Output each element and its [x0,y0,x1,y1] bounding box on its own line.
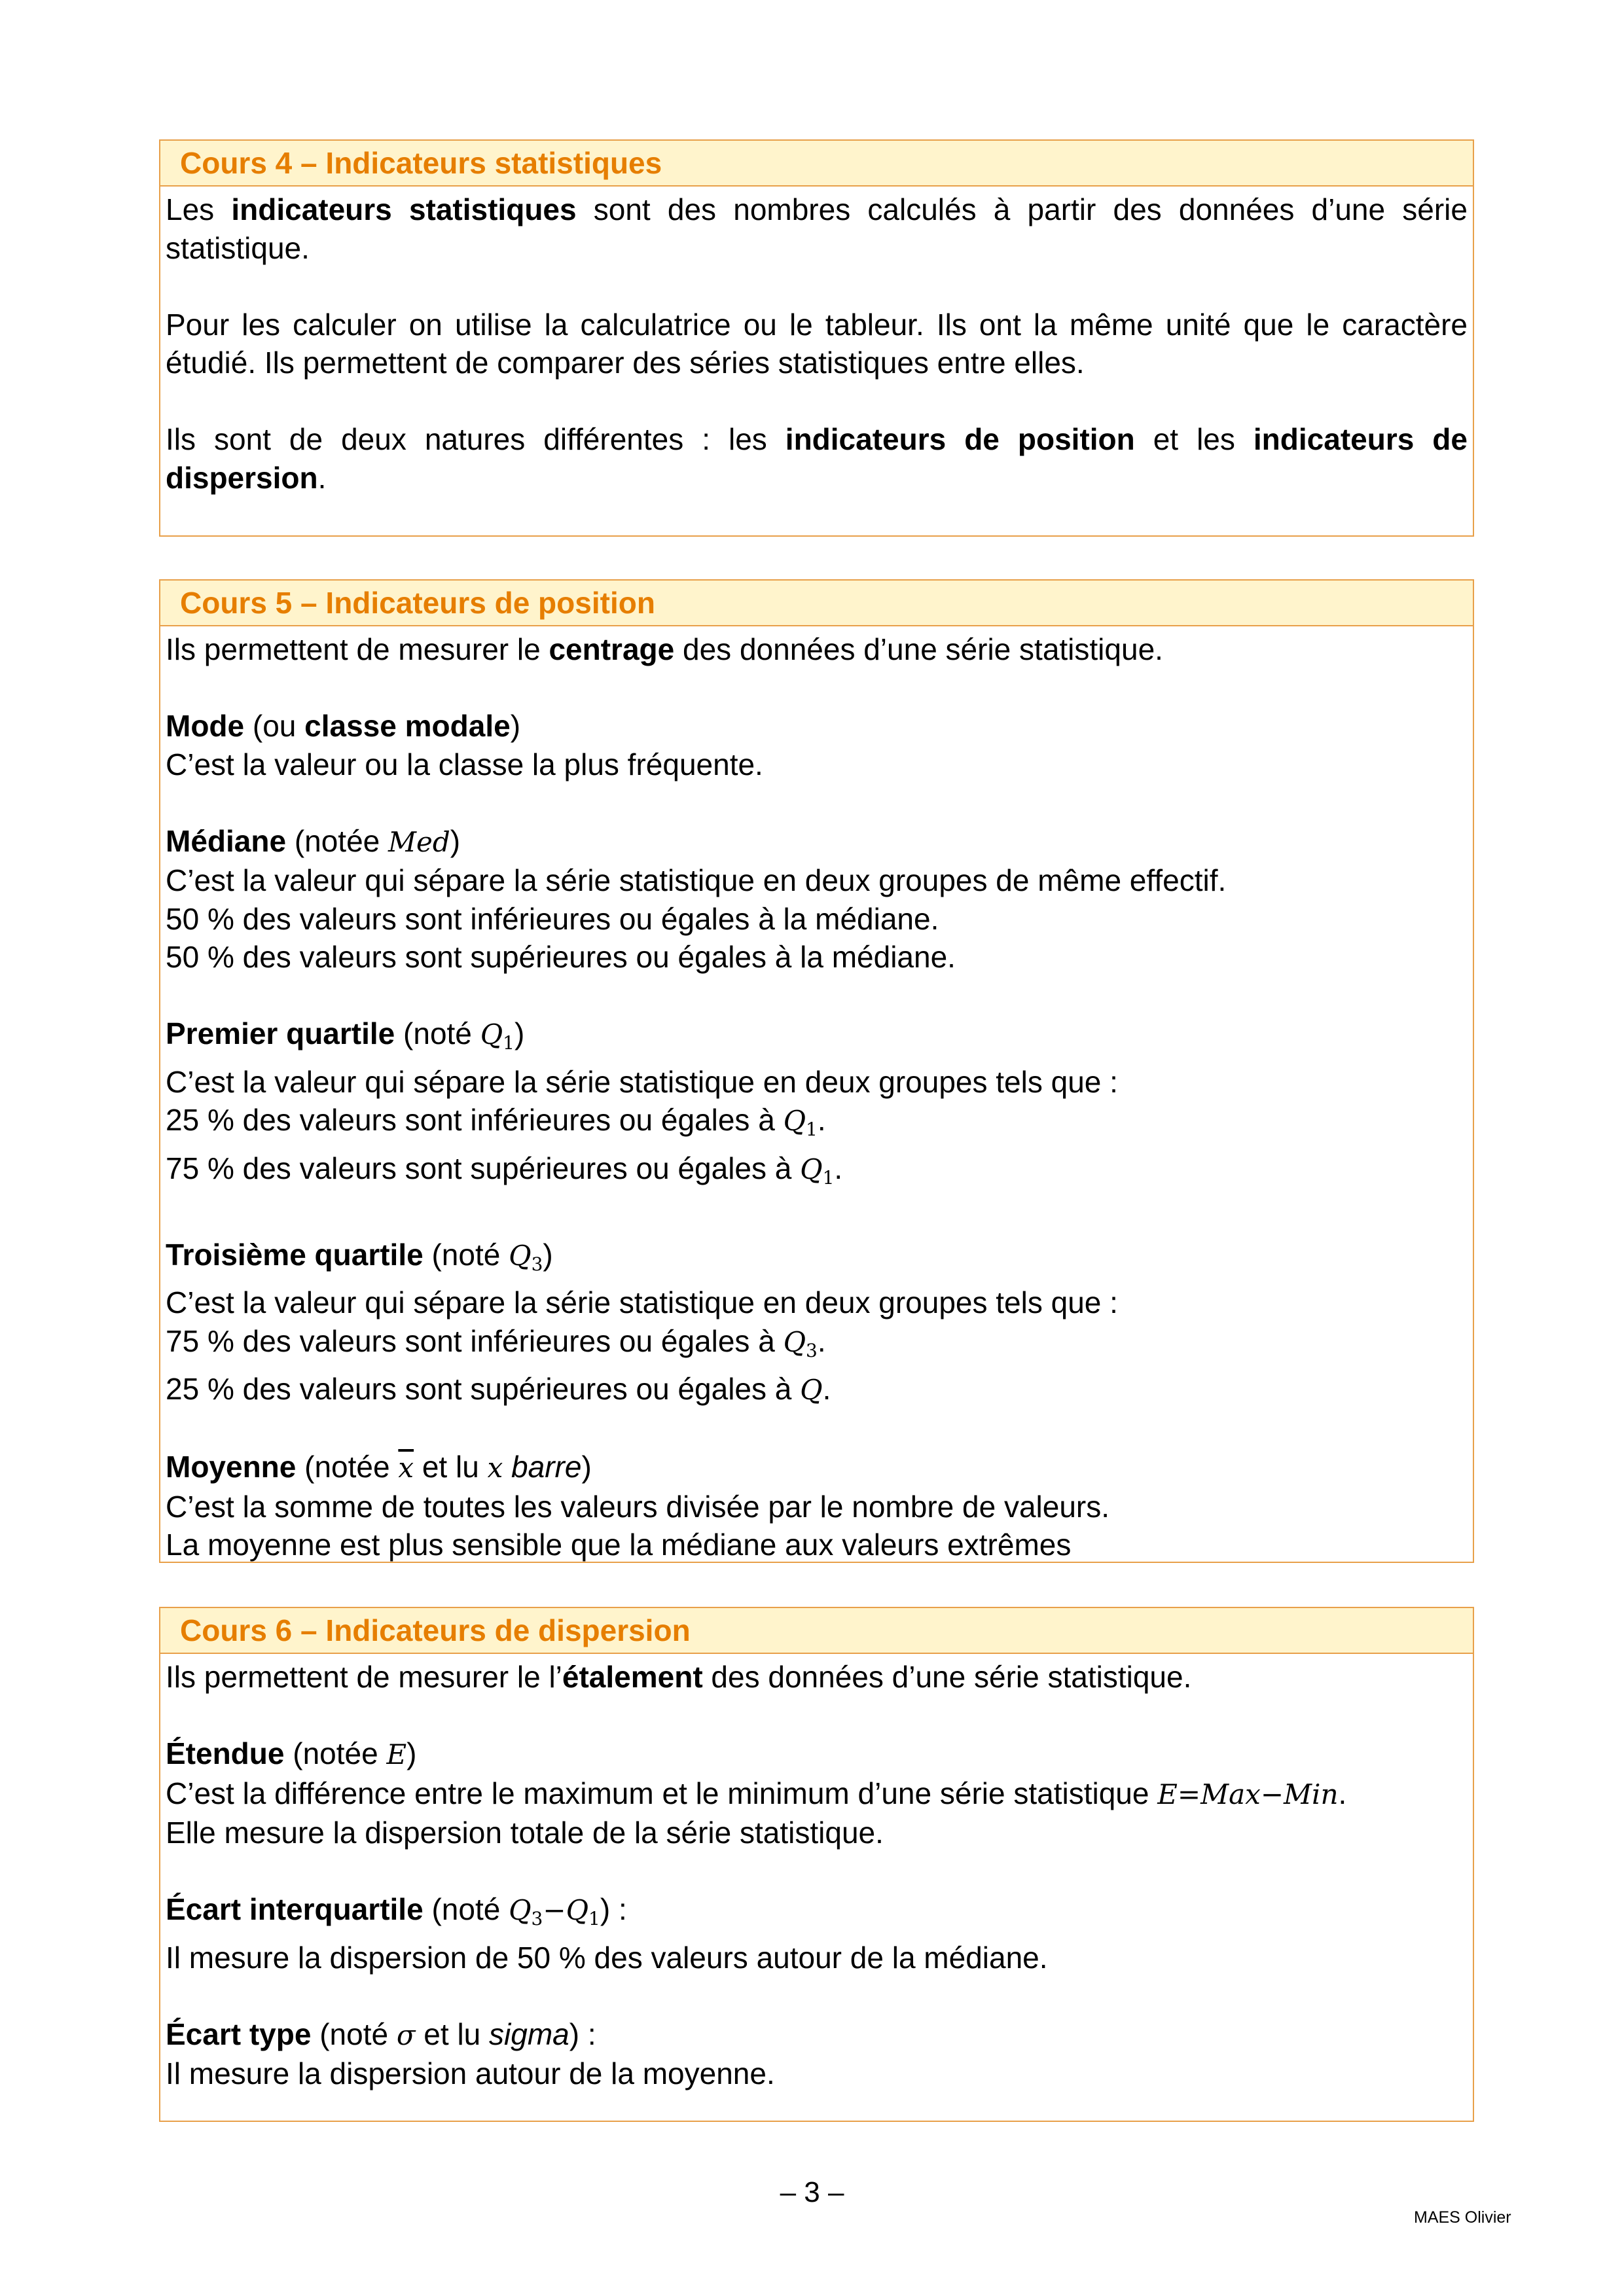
mode-heading: Mode (ou classe modale) [166,709,521,743]
q3-line-3: 25 % des valeurs sont supérieures ou égales à Q. [166,1372,831,1406]
moyenne-definition: C’est la somme de toutes les valeurs divisée par le nombre de valeurs. [166,1489,1110,1524]
mediane-line-3: 50 % des valeurs sont supérieures ou égales à la médiane. [166,940,956,974]
mode-definition: C’est la valeur ou la classe la plus fréquente. [166,747,763,781]
cours-4-title: Cours 4 – Indicateurs statistiques [160,141,1473,187]
etendue-line-2: Elle mesure la dispersion totale de la série statistique. [166,1816,884,1850]
cours-6-title: Cours 6 – Indicateurs de dispersion [160,1608,1473,1654]
cours-5-title: Cours 5 – Indicateurs de position [160,581,1473,626]
mediane-heading: Médiane (notée Med) [166,823,461,858]
cours-4-box [159,139,1474,537]
moyenne-heading: Moyenne (notée $\overline{x}$ et lu x barre) [166,1450,592,1484]
page-number: – 3 – [780,2176,844,2208]
q1-heading: Premier quartile (noté $Q_1$) [166,1016,525,1054]
q1-line-3: 75 % des valeurs sont supérieures ou égales à $Q_1$. [166,1151,843,1189]
mediane-line-2: 50 % des valeurs sont inférieures ou égales à la médiane. [166,901,939,936]
ecart-interquartile-definition: Il mesure la dispersion de 50 % des valeurs autour de la médiane. [166,1940,1048,1975]
cours-4-usage: Pour les calculer on utilise la calculatrice ou le tableur. Ils ont la même unité que le caractère étudié. Ils permettent de comparer des séries statistiques entre elles. [166,307,1468,380]
cours-5-intro: Ils permettent de mesurer le centrage des données d’une série statistique. [166,632,1163,666]
ecart-type-definition: Il mesure la dispersion autour de la moyenne. [166,2056,775,2090]
cours-5-box [159,579,1474,1563]
q3-heading: Troisième quartile (noté $Q_3$) [166,1237,553,1275]
cours-4-natures: Ils sont de deux natures différentes : les indicateurs de position et les indicateurs de dispersion. [166,422,1468,495]
moyenne-line-2: La moyenne est plus sensible que la médiane aux valeurs extrêmes [166,1528,1072,1562]
etendue-definition: C’est la différence entre le maximum et le minimum d’une série statistique E=Max−Min. [166,1776,1347,1810]
etendue-formula: E=Max−Min [1157,1778,1339,1810]
cours-4-definition: Les indicateurs statistiques sont des nombres calculés à partir des données d’une série statistique. [166,192,1468,265]
mediane-definition: C’est la valeur qui sépare la série statistique en deux groupes de même effectif. [166,863,1227,897]
q3-line-2: 75 % des valeurs sont inférieures ou égales à $Q_3$. [166,1323,826,1361]
q1-definition: C’est la valeur qui sépare la série statistique en deux groupes tels que : [166,1064,1118,1099]
ecart-interquartile-heading: Écart interquartile (noté $Q_3-Q_1$) : [166,1892,627,1929]
cours-6-box [159,1607,1474,2122]
etendue-heading: Étendue (notée E) [166,1736,417,1770]
q3-definition: C’est la valeur qui sépare la série statistique en deux groupes tels que : [166,1285,1118,1319]
author-name: MAES Olivier [1414,2208,1511,2227]
q1-line-2: 25 % des valeurs sont inférieures ou égales à $Q_1$. [166,1103,826,1140]
cours-6-intro: Ils permettent de mesurer le l’étalement des données d’une série statistique. [166,1660,1192,1694]
ecart-type-heading: Écart type (noté σ et lu sigma) : [166,2017,596,2051]
